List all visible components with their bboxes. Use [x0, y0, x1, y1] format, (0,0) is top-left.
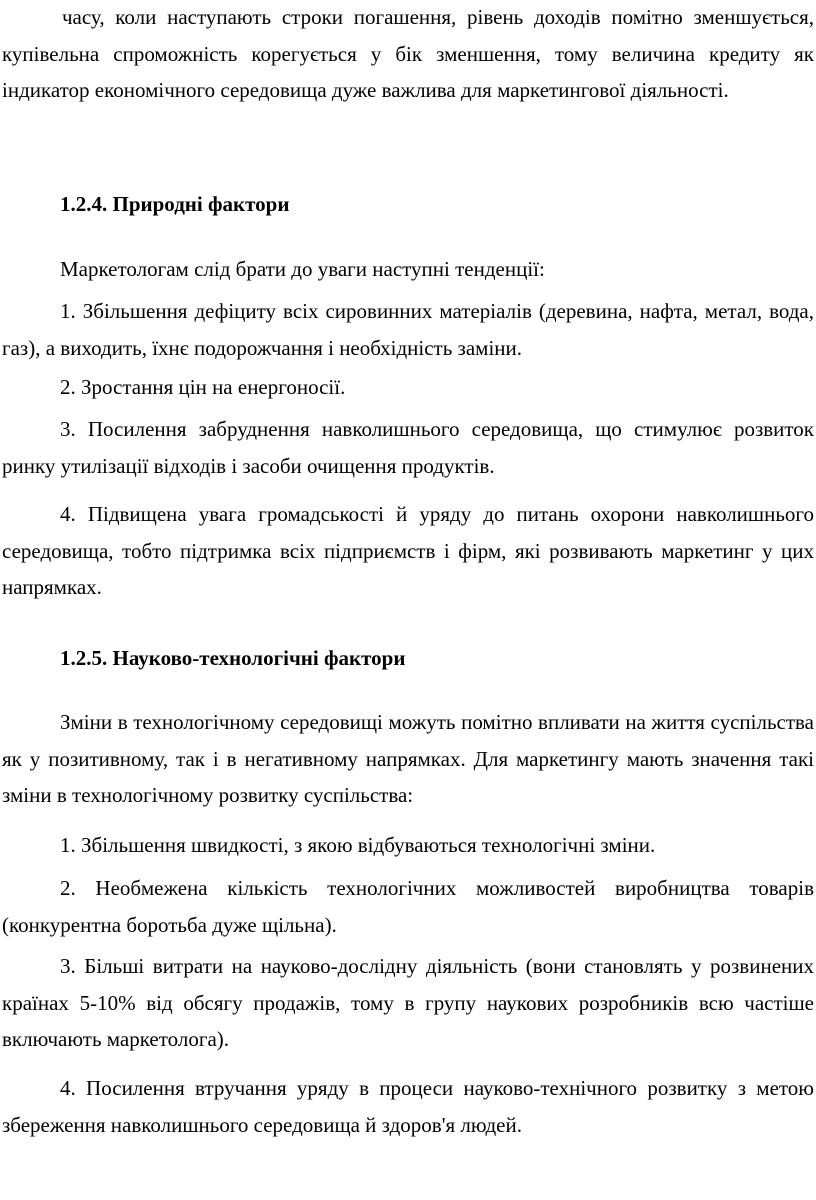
natural-factor-item-3: 3. Посилення забруднення навколишнього середовища, що стимулює розвиток ринку утилізації відходів і засоби очищення продуктів. — [2, 417, 814, 478]
natural-factor-item-2: 2. Зростання цін на енергоносії. — [60, 375, 346, 399]
tech-factor-item-4: 4. Посилення втручання уряду в процеси науково-технічного розвитку з метою збереження навколишнього середовища й здоров'я людей. — [2, 1076, 814, 1137]
paragraph-natural-intro: Маркетологам слід брати до уваги наступні тенденції: — [60, 257, 545, 281]
tech-factor-item-2: 2. Необмежена кількість технологічних можливостей виробництва товарів (конкурентна боротьба дуже щільна). — [2, 876, 814, 937]
tech-factor-item-3: 3. Більші витрати на науково-дослідну діяльність (вони становлять у розвинених країнах 5-10% від обсягу продажів, тому в групу наукових розробників всю частіше включають маркетолога). — [2, 954, 814, 1051]
paragraph-tech-intro: Зміни в технологічному середовищі можуть помітно впливати на життя суспільства як у позитивному, так і в негативному напрямках. Для маркетингу мають значення такі зміни в технологічному розвитку суспільства: — [2, 710, 814, 807]
paragraph-credit-continuation: часу, коли наступають строки погашення, рівень доходів помітно зменшується, купівельна спроможність корегується у бік зменшення, тому величина кредиту як індикатор економічного середовища дуже важлива для маркетингової діяльності. — [2, 5, 814, 102]
heading-tech-factors: 1.2.5. Науково-технологічні фактори — [60, 646, 406, 670]
heading-natural-factors: 1.2.4. Природні фактори — [60, 192, 290, 216]
natural-factor-item-1: 1. Збільшення дефіциту всіх сировинних матеріалів (деревина, нафта, метал, вода, газ), а виходить, їхнє подорожчання і необхідність заміни. — [2, 299, 814, 360]
natural-factor-item-4: 4. Підвищена увага громадськості й уряду до питань охорони навколишнього середовища, тобто підтримка всіх підприємств і фірм, які розвивають маркетинг у цих напрямках. — [2, 502, 814, 599]
tech-factor-item-1: 1. Збільшення швидкості, з якою відбуваються технологічні зміни. — [60, 833, 656, 857]
